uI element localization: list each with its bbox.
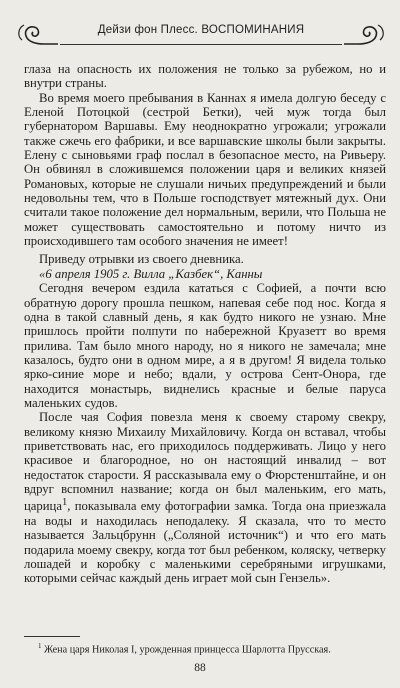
page-body bbox=[24, 62, 386, 586]
paragraph-grand-duke-visit bbox=[24, 410, 386, 585]
paragraph-diary-intro: Приведу отрывки из своего дневника. bbox=[39, 252, 244, 267]
swirl-ornament-right-icon bbox=[344, 20, 388, 48]
header-author: Дейзи фон Плесс. bbox=[97, 24, 198, 36]
footnote bbox=[24, 640, 386, 656]
footnote-marker: 1 bbox=[38, 642, 42, 650]
header-book-title: ВОСПОМИНАНИЯ bbox=[201, 24, 305, 36]
paragraph-cannes-conversation: Во время моего пребывания в Каннах я имела долгую беседу с Еленой Потоцкой (сестрой Бетки), чей муж тогда был губернатором Варшавы. Ему неоднократно угрожали; угрожали также сжечь его фабрики, и все варшавские школы были закрыты. Елену с сыновьями граф послал в безопасное место, на Ривьеру. Он обвинял в сложившемся положении царя и великих князей Романовых, которые не слушали ничьих предупреждений и были недовольны тем, что в Польше господствует мятежный дух. Они считали такое положение дел нормальным, верили, что Польша не может существовать самостоятельно и потому ничто из происходившего там особого значения не имеет! bbox=[24, 90, 386, 249]
header-rule bbox=[60, 44, 342, 45]
footnote-reference: 1 bbox=[61, 497, 68, 509]
paragraph-evening-walk: Сегодня вечером ездила кататься с Софией, а почти всю обратную дорогу прошла пешком, напевая себе под нос. Когда я одна в такой славный день, я как будто никого не узнаю. Мне пришлось пройти полпути по набережной Круазетт во время прилива. Там было много народу, но я никого не замечала; мне казалось, будто они в одном мире, а я в другом! Я видела только ярко-синие море и небо; вдали, у острова Сент-Онора, где находится монастырь, виднелись красные и белые паруса маленьких судов. bbox=[24, 281, 386, 410]
running-header-title bbox=[14, 24, 388, 36]
diary-entry-heading: «6 апреля 1905 г. Вилла „Казбек“, Канны bbox=[39, 266, 263, 281]
paragraph-continuation: глаза на опасность их положения не только за рубежом, но и внутри страны. bbox=[24, 62, 386, 91]
running-header bbox=[14, 14, 388, 50]
page-number: 88 bbox=[194, 662, 206, 674]
footnote-rule bbox=[24, 636, 80, 637]
paragraph-grand-duke-text-2: , показывала ему фотографии замка. Тогда она приезжала на воды и находилась неподалеку. Я сказала, что то место называется Зальцбрунн („Соляной источник“) и что его мать подарила моему свекру, когда тот был ребенком, коляску, четверку лошадей и коробку с маленькими серебряными игрушками, которыми сейчас каждый день играет мой сын Гензель». bbox=[24, 499, 386, 586]
paragraph-grand-duke-text-1: После чая София повезла меня к своему старому свекру, великому князю Михаилу Михайловичу. Когда он вставал, чтобы приветствовать нас, его приходилось поддерживать. Лицо у него красивое и благородное, но он настоящий инвалид – вот недостаток старости. Я рассказывала ему о Фюрстенштайне, и он вдруг вспомнил название; когда он был маленьким, его мать, царица bbox=[24, 410, 386, 514]
footnote-text: Жена царя Николая I, урожденная принцесса Шарлотта Прусская. bbox=[44, 644, 331, 656]
